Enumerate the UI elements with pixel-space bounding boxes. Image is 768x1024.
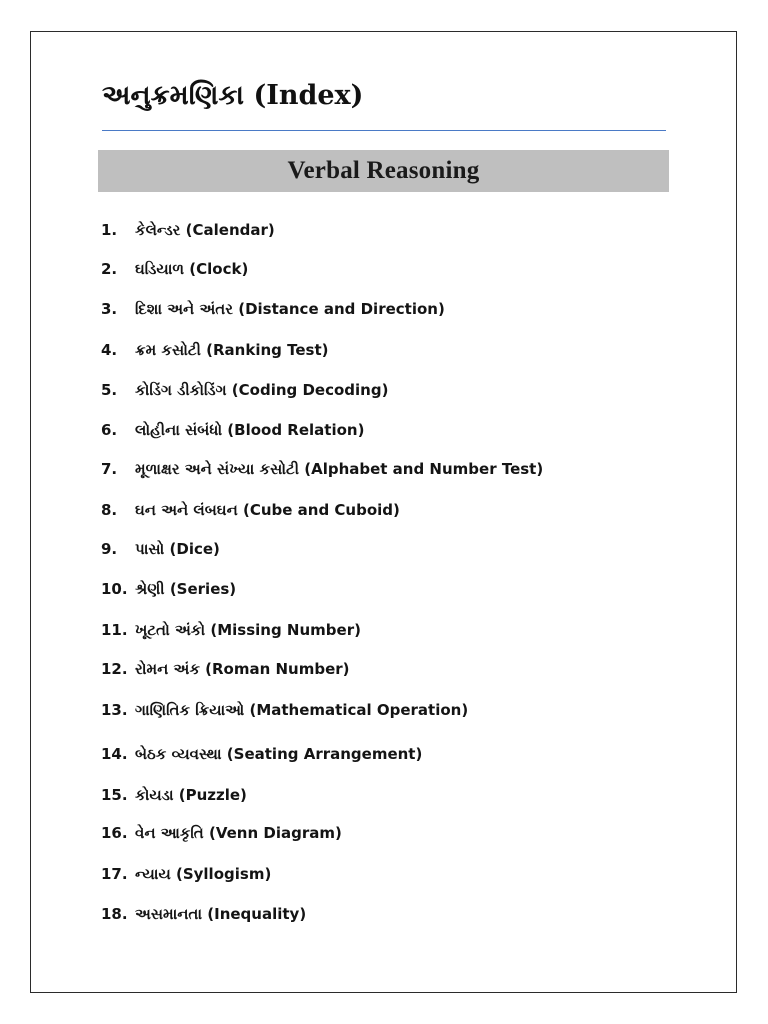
toc-label: બેઠક વ્યવસ્થા (Seating Arrangement)	[135, 745, 423, 763]
toc-item-blood-relation	[101, 417, 364, 443]
toc-label: કોડિંગ ડીકોડિંગ (Coding Decoding)	[135, 381, 389, 399]
toc-number: 11.	[101, 621, 128, 639]
toc-number: 17.	[101, 865, 128, 883]
toc-item-ranking-test	[101, 337, 328, 363]
toc-item-missing-number	[101, 617, 361, 643]
toc-label: લોહીના સંબંધો (Blood Relation)	[135, 421, 365, 439]
toc-label: વેન આકૃતિ (Venn Diagram)	[135, 824, 342, 842]
toc-label: પાસો (Dice)	[135, 540, 220, 558]
toc-number: 18.	[101, 905, 128, 923]
toc-number: 10.	[101, 580, 128, 598]
toc-number: 6.	[101, 421, 118, 439]
toc-label: ખૂટતો અંકો (Missing Number)	[135, 621, 361, 639]
toc-number: 16.	[101, 824, 128, 842]
toc-item-cube-cuboid	[101, 497, 400, 523]
toc-number: 15.	[101, 786, 128, 804]
toc-label: કોયડા (Puzzle)	[135, 786, 247, 804]
toc-item-alphabet-number-test	[101, 456, 543, 482]
toc-item-distance-direction	[101, 296, 445, 322]
toc-item-puzzle	[101, 782, 247, 808]
toc-number: 5.	[101, 381, 118, 399]
toc-number: 2.	[101, 260, 118, 278]
title-underline	[102, 130, 666, 131]
toc-label: ન્યાય (Syllogism)	[135, 865, 272, 883]
toc-label: શ્રેણી (Series)	[135, 580, 237, 598]
toc-label: ક્રમ કસોટી (Ranking Test)	[135, 341, 329, 359]
toc-label: ગાણિતિક ક્રિયાઓ (Mathematical Operation)	[135, 701, 469, 719]
toc-item-mathematical-operation	[101, 697, 468, 723]
toc-number: 4.	[101, 341, 118, 359]
toc-label: ઘડિયાળ (Clock)	[135, 260, 249, 278]
toc-label: અસમાનતા (Inequality)	[135, 905, 307, 923]
page-title: અનુક્રમણિકા (Index)	[102, 80, 364, 111]
toc-item-dice	[101, 536, 220, 562]
toc-number: 13.	[101, 701, 128, 719]
toc-number: 12.	[101, 660, 128, 678]
toc-item-calendar	[101, 217, 275, 243]
toc-label: ઘન અને લંબઘન (Cube and Cuboid)	[135, 501, 400, 519]
toc-item-inequality	[101, 901, 306, 927]
toc-number: 1.	[101, 221, 118, 239]
toc-number: 3.	[101, 300, 118, 318]
toc-label: મૂળાક્ષર અને સંખ્યા કસોટી (Alphabet and Number Test)	[135, 460, 544, 478]
toc-number: 7.	[101, 460, 118, 478]
toc-label: કેલેન્ડર (Calendar)	[135, 221, 275, 239]
section-title: Verbal Reasoning	[287, 157, 480, 184]
toc-item-roman-number	[101, 656, 350, 682]
toc-item-coding-decoding	[101, 377, 388, 403]
toc-item-clock	[101, 256, 248, 282]
toc-number: 8.	[101, 501, 118, 519]
toc-item-syllogism	[101, 861, 271, 887]
toc-item-seating-arrangement	[101, 741, 422, 767]
toc-number: 9.	[101, 540, 118, 558]
toc-item-venn-diagram	[101, 820, 342, 846]
toc-label: દિશા અને અંતર (Distance and Direction)	[135, 300, 445, 318]
toc-item-series	[101, 576, 236, 602]
section-banner	[98, 150, 669, 192]
toc-number: 14.	[101, 745, 128, 763]
toc-label: રોમન અંક (Roman Number)	[135, 660, 350, 678]
